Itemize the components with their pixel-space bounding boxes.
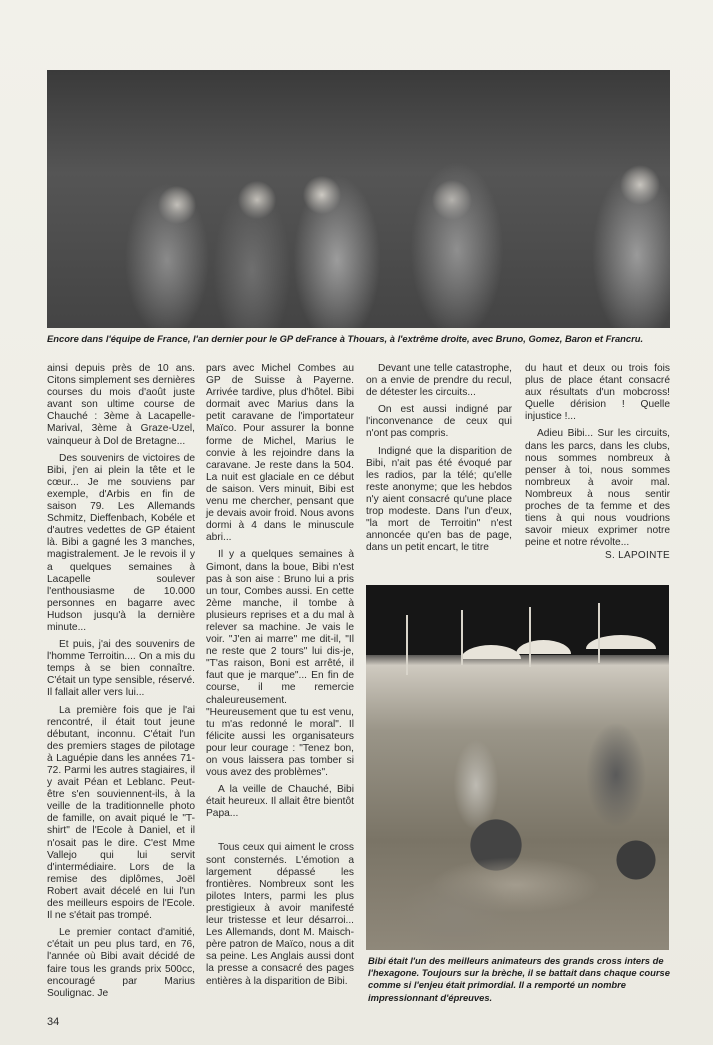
race-photo: [366, 585, 669, 950]
paragraph: On est aussi indigné par l'inconvenance de ceux qui n'ont pas compris.: [366, 404, 512, 440]
flag-pole: [461, 610, 463, 665]
flag-pole: [529, 607, 531, 667]
article-column-1: [47, 363, 195, 1000]
flag-pole: [406, 615, 408, 675]
author-signature: S. LAPOINTE: [605, 550, 670, 561]
paragraph: pars avec Michel Combes au GP de Suisse à Payerne. Arrivée tardive, plus d'hôtel. Bibi dormait avec Marius dans la petit caravane de l'importateur Maïco. Pour assurer la bonne forme de Michel, Marius le convie à les rejoindre dans la caravane. Je reste dans la 504. La nuit est glaciale en ce début de saison. Vers minuit, Bibi est venu me chercher, pensant que je devais avoir froid. Nous avons dormi à 4 dans le minuscule abri...: [206, 363, 354, 544]
article-column-2: [206, 363, 354, 988]
paragraph: Adieu Bibi... Sur les circuits, dans les parcs, dans les clubs, nous sommes nombreux à penser à toi, nous sommes nombreux à avoir mal. Nombreux à nous sentir proches de ta femme et des tiens à qui nous voudrions savoir mieux exprimer notre peine et notre révolte...: [525, 428, 670, 549]
spacer: [206, 825, 354, 837]
team-photo: [47, 70, 670, 328]
page-number: 34: [47, 1016, 60, 1028]
paragraph: ainsi depuis près de 10 ans. Citons simplement ses dernières courses du mois d'août juste avant son ultime course de Chauché : 3ème à Lacapelle-Marival, 3ème à Graze-Uzel, vainqueur à Dol de Bretagne...: [47, 363, 195, 447]
bottom-photo-caption: Bibi était l'un des meilleurs animateurs des grands cross inters de l'hexagone. Toujours sur la brèche, il se battait dans chaque course comme si l'enjeu était primordial. Il a remporté un nombre impressionnant d'épreuves.: [368, 955, 670, 1003]
paragraph: Le premier contact d'amitié, c'était un peu plus tard, en 76, l'année où Bibi avait décidé de faire tous les grands prix 500cc, encouragé par Marius Soulignac. Je: [47, 927, 195, 999]
article-column-3: [366, 363, 512, 554]
paragraph: du haut et deux ou trois fois plus de place étant consacré aux résultats d'un mobcross! Quelle dérision ! Quelle injustice !...: [525, 363, 670, 423]
paragraph: A la veille de Chauché, Bibi était heureux. Il allait être bientôt Papa...: [206, 784, 354, 820]
article-column-4: [525, 363, 670, 549]
paragraph: Indigné que la disparition de Bibi, n'ait pas été évoqué par les radios, par la télé; qu'elle reste anonyme; que les hebdos n'y aient consacré qu'une place trop modeste. Dans l'un d'eux, "la mort de Terroitin" n'est annoncée qu'en bas de page, dans un petit encart, le titre: [366, 445, 512, 554]
top-photo-caption: Encore dans l'équipe de France, l'an dernier pour le GP deFrance à Thouars, à l'extrême droite, avec Bruno, Gomez, Baron et Francru.: [47, 333, 644, 344]
paragraph: Des souvenirs de victoires de Bibi, j'en ai plein la tête et le cœur... Je me souviens par exemple, d'Arbis en fin de saison 79. Les Allemands Schmitz, Dieffenbach, Kobéle et d'autres vedettes de GP étaient là. Bibi a gagné les 3 manches, magistralement. Je le revois il y a quelques semaines à Lacapelle soulever l'enthousiasme de 10.000 personnes en bagarre avec Hudson jusqu'à la dernière minute...: [47, 452, 195, 633]
paragraph: Tous ceux qui aiment le cross sont consternés. L'émotion a largement dépassé les frontières. Nombreux sont les pilotes Inters, parmi les plus prestigieux à avoir manifesté leur tristesse et leur désarroi... Les Allemands, dont M. Maisch-père patron de Maïco, nous a dit sa peine. Les Anglais aussi dont la presse a consacré des pages entières à la disparition de Bibi.: [206, 842, 354, 987]
paragraph: La première fois que je l'ai rencontré, il était tout jeune débutant, inconnu. C'était l'un des premiers stages de pilotage à Laguépie dans les années 71-72. Parmi les autres stagiaires, il y avait Péan et Leblanc. Peut-être s'en souviennent-ils, à la veille de la traditionnelle photo de famille, on avait piqué le "T-shirt" de l'Ecole à Daniel, et il n'osait pas le dire. C'est Mme Vallejo qui lui servit d'intermédiaire. Lors de la remise des diplômes, Joël Robert avait décelé en lui l'un des meilleurs espoirs de l'Ecole. Il ne s'était pas trompé.: [47, 704, 195, 922]
paragraph: Et puis, j'ai des souvenirs de l'homme Terroitin.... On a mis du temps à se bien connaître. C'était un type sensible, réservé. Il fallait aller vers lui...: [47, 639, 195, 699]
paragraph: Il y a quelques semaines à Gimont, dans la boue, Bibi n'est pas à son aise : Bruno lui a pris un tour, Combes aussi. En cette 2ème manche, il tombe à plusieurs reprises et a du mal à relever sa machine. Je vais le voir. "J'en ai marre" me dit-il, "Il ne reste que 2 tours" lui dis-je, "T'as raison, Boni est arrêté, il faut que je marque"... En fin de course, il me remercie chaleureusement. "Heureusement que tu est venu, tu m'as redonné le moral". Il félicite aussi les organisateurs pour leur courage : "Tenez bon, on vous laissera pas tomber si vous avez des problèmes".: [206, 549, 354, 779]
paragraph: Devant une telle catastrophe, on a envie de prendre du recul, de détester les circuits...: [366, 363, 512, 399]
flag-pole: [598, 603, 600, 663]
